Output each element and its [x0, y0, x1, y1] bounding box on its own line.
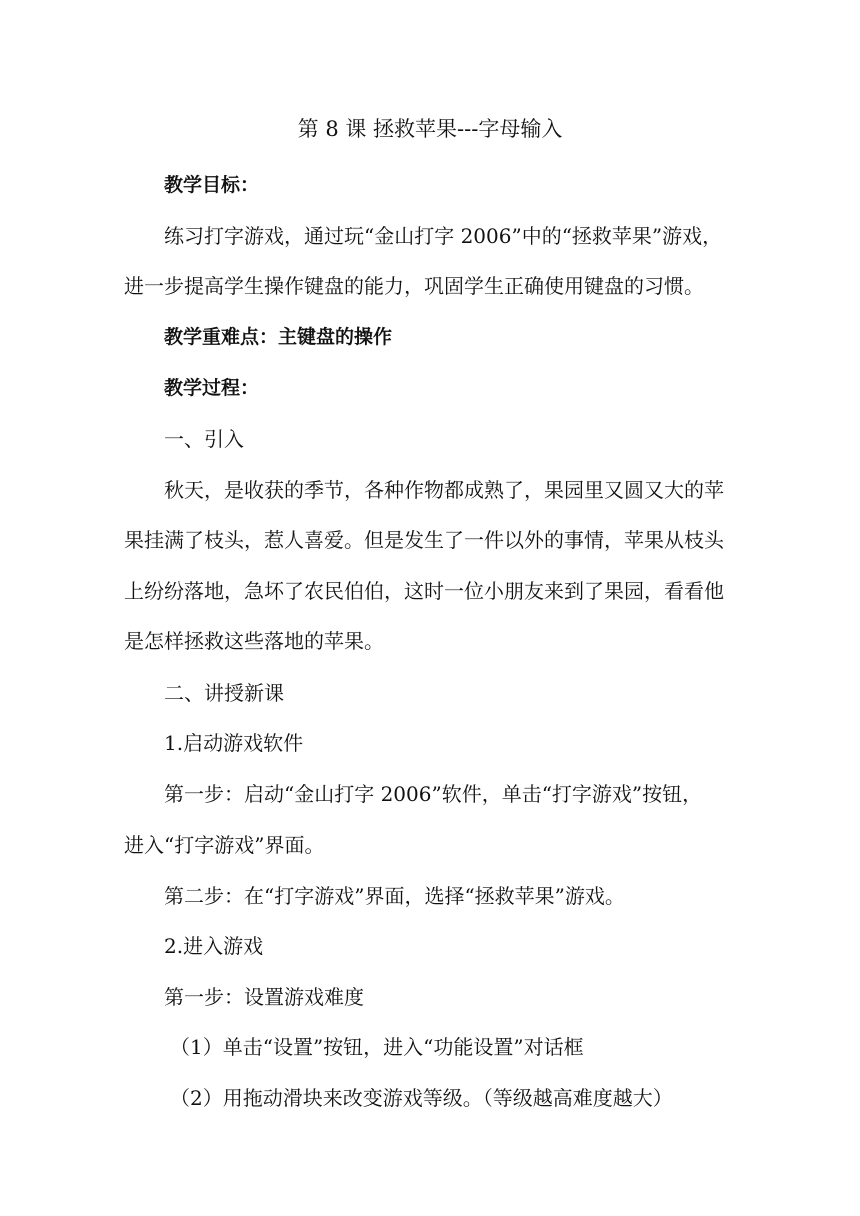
subsection-heading: 2.进入游戏 [164, 934, 264, 958]
subsection-heading: 1.启动游戏软件 [164, 731, 304, 755]
list-item: （2）用拖动滑块来改变游戏等级。（等级越高难度越大） [170, 1086, 673, 1110]
list-item: （1）单击“设置”按钮，进入“功能设置”对话框 [170, 1035, 584, 1059]
paragraph-line: 第一步：启动“金山打字 2006”软件，单击“打字游戏”按钮， [164, 782, 703, 806]
part-heading: 二、讲授新课 [164, 681, 284, 705]
paragraph-line: 上纷纷落地，急坏了农民伯伯，这时一位小朋友来到了果园，看看他 [124, 579, 724, 603]
paragraph-line: 秋天，是收获的季节，各种作物都成熟了，果园里又圆又大的苹 [164, 478, 724, 502]
paragraph-line: 果挂满了枝头，惹人喜爱。但是发生了一件以外的事情，苹果从枝头 [124, 528, 724, 552]
paragraph-line: 进入“打字游戏”界面。 [124, 833, 325, 857]
paragraph-line: 第一步：设置游戏难度 [164, 985, 364, 1009]
section-heading-key-points: 教学重难点：主键盘的操作 [164, 326, 393, 348]
paragraph-line: 进一步提高学生操作键盘的能力，巩固学生正确使用键盘的习惯。 [124, 274, 704, 298]
page-title: 第 8 课 拯救苹果---字母输入 [297, 117, 563, 141]
part-heading: 一、引入 [164, 427, 244, 451]
paragraph-line: 是怎样拯救这些落地的苹果。 [124, 629, 384, 653]
paragraph-line: 练习打字游戏，通过玩“金山打字 2006”中的“拯救苹果”游戏， [164, 224, 723, 248]
section-heading-goals: 教学目标： [164, 174, 260, 196]
paragraph-line: 第二步：在“打字游戏”界面，选择“拯救苹果”游戏。 [164, 884, 625, 908]
section-heading-process: 教学过程： [164, 377, 260, 399]
